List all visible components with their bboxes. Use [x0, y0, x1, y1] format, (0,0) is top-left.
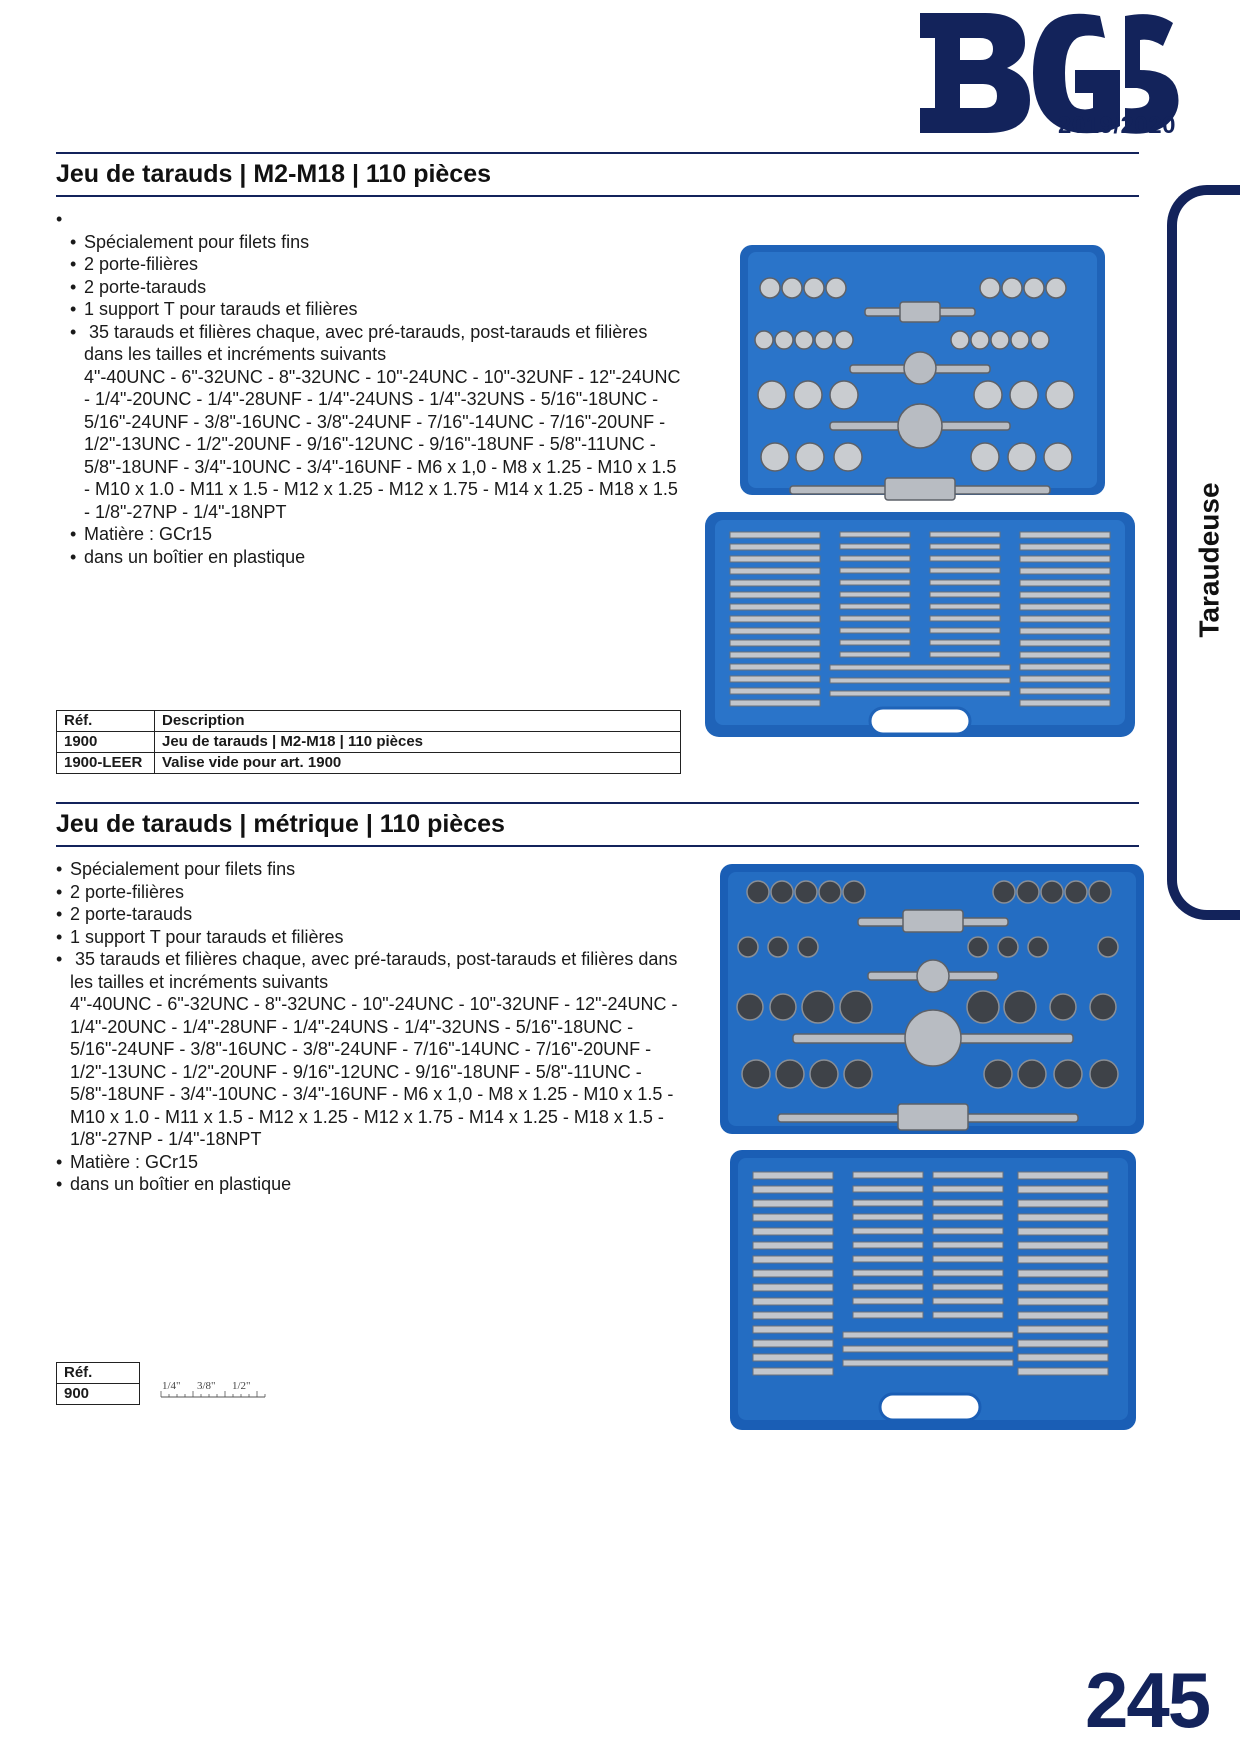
table-row — [57, 753, 681, 774]
section2-material: • Matière : GCr15 — [56, 1151, 681, 1174]
table-header-description: Description — [155, 711, 681, 732]
section1-feature: • 1 support T pour tarauds et filières — [70, 298, 686, 321]
section1-features — [56, 208, 686, 568]
section2-feature: • 2 porte-tarauds — [56, 903, 681, 926]
section2-top-rule — [56, 802, 1139, 804]
section1-material: • Matière : GCr15 — [70, 523, 686, 546]
section1-title: Jeu de tarauds | M2-M18 | 110 pièces — [56, 160, 492, 188]
section2-feature-sizes — [56, 948, 681, 1151]
section1-feature: • 2 porte-filières — [70, 253, 686, 276]
section1-feature: • Spécialement pour filets fins — [70, 231, 686, 254]
section2-ref-table — [56, 1362, 140, 1405]
section1-bottom-rule — [56, 195, 1139, 197]
section1-case: • dans un boîtier en plastique — [70, 546, 686, 569]
section2-title: Jeu de tarauds | métrique | 110 pièces — [56, 810, 505, 838]
table-row — [57, 732, 681, 753]
table-header-row — [57, 711, 681, 732]
table-cell-description: Jeu de tarauds | M2-M18 | 110 pièces — [155, 732, 681, 753]
drive-size-half: 1/2" — [232, 1380, 251, 1392]
section2-feature: • 2 porte-filières — [56, 881, 681, 904]
drive-size-quarter: 1/4" — [162, 1380, 181, 1392]
section2-feature: • Spécialement pour filets fins — [56, 858, 681, 881]
section1-leading-bullet — [56, 208, 686, 231]
section1-top-rule — [56, 152, 1139, 154]
product-photo-tap-set-m2-m18 — [700, 240, 1140, 745]
table-row — [57, 1384, 140, 1405]
section1-ref-table — [56, 710, 681, 774]
section1-feature-sizes — [70, 321, 686, 524]
product-photo-tap-set-metric — [718, 862, 1146, 1434]
page-number: 245 — [1085, 1656, 1210, 1744]
catalog-year: 2019/2020 — [1058, 112, 1176, 139]
section2-size-list: 4"-40UNC - 6"-32UNC - 8"-32UNC - 10"-24UNC - 10"-32UNF - 12"-24UNC - 1/4"-20UNC - 1/4"-28UNF - 1/4"-24UNS - 1/4"-32UNS - 5/16"-18UNC - 5/16"-24UNF - 3/8"-16UNC - 3/8"-24UNF - 7/16"-14UNC - 7/16"-20UNF - 1/2"-13UNC - 1/2"-20UNF - 9/16"-12UNC - 9/16"-18UNF - 5/8"-11UNC - 5/8"-18UNF - 3/4"-10UNC - 3/4"-16UNF - M6 x 1,0 - M8 x 1.25 - M10 x 1.5 - M10 x 1.0 - M11 x 1.5 - M12 x 1.25 - M12 x 1.75 - M14 x 1.25 - M18 x 1.5 - 1/8"-27NP - 1/4"-18NPT — [70, 994, 678, 1149]
table-cell-ref: 1900 — [57, 732, 155, 753]
section2-features — [56, 858, 681, 1196]
drive-size-ruler-icon — [159, 1375, 267, 1403]
table-cell-ref: 900 — [57, 1384, 140, 1405]
table-header-ref: Réf. — [57, 711, 155, 732]
drive-size-three-eighths: 3/8" — [197, 1380, 216, 1392]
section2-case: • dans un boîtier en plastique — [56, 1173, 681, 1196]
section1-size-list: 4"-40UNC - 6"-32UNC - 8"-32UNC - 10"-24UNC - 10"-32UNF - 12"-24UNC - 1/4"-20UNC - 1/4"-28UNF - 1/4"-24UNS - 1/4"-32UNS - 5/16"-18UNC - 5/16"-24UNF - 3/8"-16UNC - 3/8"-24UNF - 7/16"-14UNC - 7/16"-20UNF - 1/2"-13UNC - 1/2"-20UNF - 9/16"-12UNC - 9/16"-18UNF - 5/8"-11UNC - 5/8"-18UNF - 3/4"-10UNC - 3/4"-16UNF - M6 x 1,0 - M8 x 1.25 - M10 x 1.5 - M10 x 1.0 - M11 x 1.5 - M12 x 1.25 - M12 x 1.75 - M14 x 1.25 - M18 x 1.5 - 1/8"-27NP - 1/4"-18NPT — [84, 366, 681, 522]
section1-feature: • 2 porte-tarauds — [70, 276, 686, 299]
section1-feature-text: 35 tarauds et filières chaque, avec pré-tarauds, post-tarauds et filières dans les tailles et incréments suivants — [84, 321, 648, 364]
side-tab-label: Taraudeuse — [1194, 482, 1225, 638]
table-header-ref: Réf. — [57, 1363, 140, 1384]
section2-bottom-rule — [56, 845, 1139, 847]
table-cell-description: Valise vide pour art. 1900 — [155, 753, 681, 774]
side-tab-label-wrapper — [1180, 460, 1240, 660]
section2-feature: • 1 support T pour tarauds et filières — [56, 926, 681, 949]
section2-feature-text: 35 tarauds et filières chaque, avec pré-tarauds, post-tarauds et filières dans les tailles et incréments suivants — [70, 949, 678, 992]
table-cell-ref: 1900-LEER — [57, 753, 155, 774]
table-header-row — [57, 1363, 140, 1384]
